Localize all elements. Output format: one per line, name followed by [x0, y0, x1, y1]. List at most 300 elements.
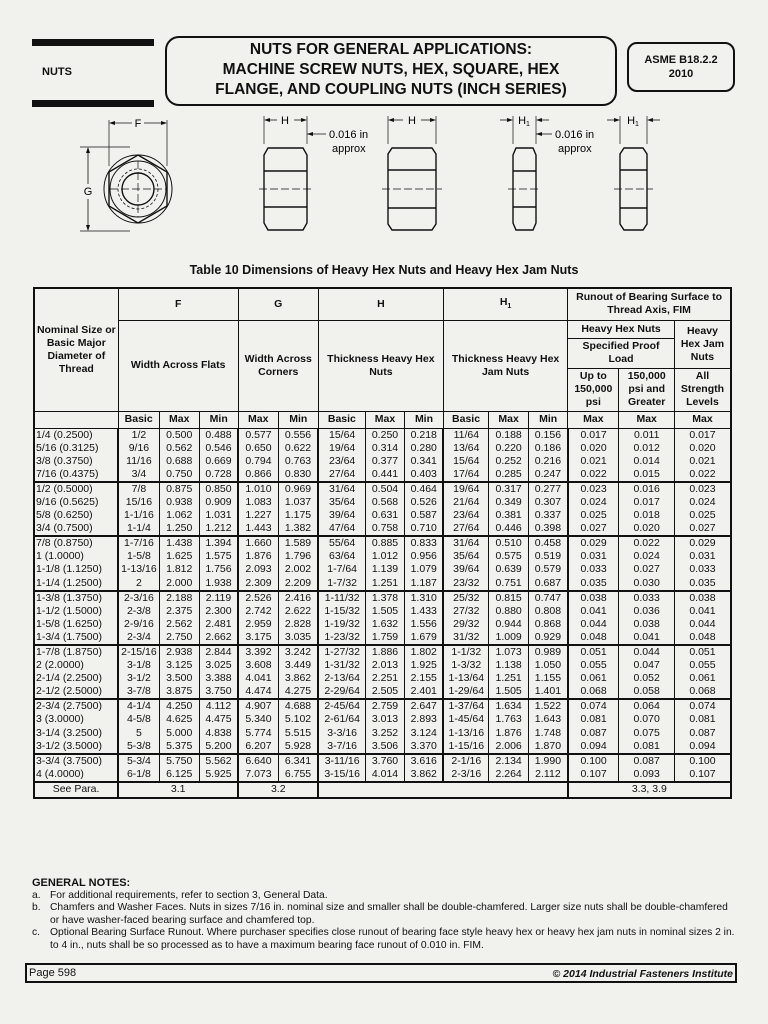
dimension-value: 6.755	[284, 767, 312, 780]
nominal-size-value: 2-1/4 (2.2500)	[36, 672, 102, 685]
dimension-value: 0.023	[689, 482, 716, 495]
table-cell	[238, 645, 278, 699]
dimension-value: 0.218	[410, 428, 437, 441]
see-para-runout: 3.3, 3.9	[568, 782, 731, 798]
dimension-value: 0.017	[689, 428, 716, 441]
standard-year: 2010	[668, 68, 694, 80]
dimension-value: 23/64	[328, 454, 356, 467]
dimension-value: 29/32	[453, 617, 480, 630]
table-cell	[278, 754, 318, 782]
dimension-value: 0.885	[371, 537, 399, 550]
dimension-value: 1.660	[245, 537, 272, 550]
table-cell	[159, 645, 199, 699]
dimension-value: 1.010	[245, 482, 272, 495]
dimension-value: 1.394	[205, 537, 232, 550]
table-cell	[318, 591, 365, 645]
dimension-value: 4.625	[166, 713, 193, 726]
dimension-value: 27/32	[453, 604, 480, 617]
dimension-value: 1.079	[410, 563, 437, 576]
dimension-value: 3.608	[245, 659, 272, 672]
table-cell	[278, 699, 318, 753]
table-cell	[238, 482, 278, 536]
dimension-value: 6.125	[166, 767, 193, 780]
chamfer-note-line-2: approx	[332, 143, 366, 155]
table-cell	[568, 591, 619, 645]
nominal-size-value: 1-3/4 (1.7500)	[36, 630, 102, 643]
dimension-value: 1.250	[166, 522, 193, 535]
dimension-value: 0.562	[166, 441, 193, 454]
dimension-value: 1-13/16	[121, 563, 157, 576]
header-runout-max-1: Max	[568, 411, 619, 428]
dimension-value: 0.025	[580, 509, 607, 522]
header-rule-top	[32, 39, 154, 46]
dimension-value: 1-27/32	[324, 646, 360, 658]
dimension-value: 4-5/8	[126, 713, 151, 726]
header-heavy-jam: Heavy Hex Jam Nuts	[674, 320, 731, 368]
nominal-size-value: 3-3/4 (3.7500)	[36, 754, 102, 767]
dimension-value: 4-1/4	[126, 700, 151, 713]
dimension-value: 0.058	[633, 685, 660, 698]
table-cell	[489, 754, 529, 782]
table-row-group	[34, 754, 731, 782]
table-cell	[489, 645, 529, 699]
nominal-size-value: 3 (3.0000)	[36, 713, 84, 726]
table-cell	[568, 699, 619, 753]
dimension-value: 2.006	[495, 739, 522, 752]
dimension-value: 0.070	[633, 713, 660, 726]
note-item	[32, 890, 738, 903]
dimension-value: 2-9/16	[124, 617, 154, 630]
table-cell	[159, 428, 199, 482]
dimension-value: 1-13/16	[448, 726, 485, 739]
dimension-value: 1.925	[410, 659, 437, 672]
dimension-value: 0.048	[689, 630, 716, 643]
dimension-value: 2.416	[284, 591, 312, 604]
dimension-value: 0.220	[495, 441, 522, 454]
table-cell	[619, 645, 674, 699]
dimension-value: 3.124	[410, 726, 437, 739]
table-cell	[404, 699, 443, 753]
dimension-value: 6.341	[284, 754, 312, 767]
dimension-value: 0.866	[245, 467, 272, 480]
dimension-value: 1.589	[284, 537, 312, 550]
dimension-value: 0.087	[633, 754, 660, 767]
table-cell	[318, 536, 365, 590]
dimension-value: 0.938	[166, 495, 193, 508]
dimension-value: 0.763	[284, 454, 312, 467]
dimension-value: 2-15/16	[121, 646, 157, 658]
table-cell	[118, 754, 159, 782]
nominal-size-value: 1-7/8 (1.8750)	[36, 646, 102, 658]
dimension-value: 0.650	[245, 441, 272, 454]
dimension-value: 1.050	[534, 659, 562, 672]
dimension-value: 0.036	[633, 604, 660, 617]
header-150k-greater: 150,000 psi and Greater	[619, 368, 674, 411]
dimension-value: 47/64	[328, 522, 356, 535]
dimension-value: 0.038	[580, 591, 607, 604]
dimension-value: 1.083	[245, 495, 272, 508]
dimension-value: 1.759	[371, 630, 399, 643]
dimension-value: 0.349	[495, 495, 522, 508]
dimension-value: 0.033	[689, 563, 716, 576]
header-g-min: Min	[278, 411, 318, 428]
dimension-value: 0.622	[284, 441, 312, 454]
dimension-value: 1.870	[534, 739, 562, 752]
table-cell	[674, 591, 731, 645]
dimension-value: 39/64	[453, 563, 480, 576]
dimension-value: 0.023	[580, 482, 607, 495]
dimension-value: 1-7/64	[327, 563, 358, 576]
dimension-value: 0.027	[580, 522, 607, 535]
dimension-value: 3.013	[371, 713, 399, 726]
dimension-value: 35/64	[328, 495, 356, 508]
dimension-value: 0.093	[633, 767, 660, 780]
dimension-value: 2.526	[245, 591, 272, 604]
table-cell	[529, 699, 568, 753]
dimension-value: 0.024	[689, 495, 716, 508]
dimension-value: 1.031	[205, 509, 232, 522]
dimension-value: 1/2	[131, 428, 147, 441]
table-cell	[674, 536, 731, 590]
table-cell	[278, 591, 318, 645]
table-row-group	[34, 699, 731, 753]
dimension-value: 1.505	[495, 685, 522, 698]
header-proof-load: Specified Proof Load	[568, 338, 675, 368]
dimension-value: 2	[136, 576, 142, 589]
dimension-value: 0.577	[245, 428, 272, 441]
nominal-size-value: 9/16 (0.5625)	[36, 495, 99, 508]
dimension-value: 0.250	[371, 428, 399, 441]
nominal-size-value: 3/8 (0.3750)	[36, 454, 93, 467]
dimension-value: 1.556	[410, 617, 437, 630]
dimension-value: 4.275	[284, 685, 312, 698]
dimension-value: 0.277	[534, 482, 562, 495]
dimension-value: 0.038	[689, 591, 716, 604]
dimension-value: 2.264	[495, 767, 522, 780]
dimension-value: 3.370	[410, 739, 437, 752]
dimension-value: 31/64	[328, 482, 356, 495]
dimension-value: 4.112	[205, 700, 232, 713]
table-cell	[404, 482, 443, 536]
table-title: Table 10 Dimensions of Heavy Hex Nuts and Heavy Hex Jam Nuts	[189, 263, 579, 277]
dimension-value: 1.012	[371, 550, 399, 563]
dimension-value: 3-1/8	[126, 659, 151, 672]
notes-heading: GENERAL NOTES:	[32, 877, 131, 889]
note-key: a.	[32, 889, 41, 901]
dimension-value: 1-15/32	[324, 604, 360, 617]
dimension-value: 1.227	[245, 509, 272, 522]
header-h: H	[318, 288, 443, 320]
table-cell	[365, 645, 404, 699]
page-number: Page 598	[29, 967, 77, 979]
dimension-value: 4.907	[245, 700, 272, 713]
dimension-value: 5.340	[245, 713, 272, 726]
header-all-strength: All Strength Levels	[674, 368, 731, 411]
table-cell	[365, 591, 404, 645]
dimension-value: 1-5/8	[126, 550, 151, 563]
dimension-value: 2.251	[371, 672, 399, 685]
dimension-value: 2.742	[245, 604, 272, 617]
dimension-value: 0.944	[495, 617, 522, 630]
dimension-value: 1-1/32	[451, 646, 482, 658]
dimension-value: 0.047	[633, 659, 660, 672]
table-row-group	[34, 428, 731, 482]
dimension-value: 0.880	[495, 604, 522, 617]
dimension-value: 19/64	[328, 441, 356, 454]
dimension-value: 1-15/16	[448, 739, 485, 752]
table-cell	[529, 645, 568, 699]
dimension-value: 0.055	[689, 659, 716, 672]
table-row-group	[34, 645, 731, 699]
dimension-value: 11/64	[453, 428, 480, 441]
header-h-max: Max	[365, 411, 404, 428]
header-h-min: Min	[404, 411, 443, 428]
dimension-value: 0.031	[580, 550, 607, 563]
dimension-value: 0.156	[534, 428, 562, 441]
dimension-value: 2-1/16	[451, 754, 482, 767]
dimension-value: 0.011	[633, 428, 660, 441]
dimension-value: 3-15/16	[324, 767, 360, 780]
dimension-value: 63/64	[328, 550, 356, 563]
table-cell	[529, 754, 568, 782]
table-cell	[404, 591, 443, 645]
table-cell	[278, 482, 318, 536]
dimension-value: 0.710	[410, 522, 437, 535]
dimension-value: 0.035	[689, 576, 716, 589]
nominal-size-value: 1-1/8 (1.1250)	[36, 563, 102, 576]
dimension-value: 0.020	[633, 522, 660, 535]
dimension-value: 2-3/16	[451, 767, 482, 780]
dimension-value: 0.285	[495, 467, 522, 480]
dimension-value: 0.794	[245, 454, 272, 467]
dimension-value: 0.048	[580, 630, 607, 643]
dimension-value: 0.081	[633, 739, 660, 752]
chamfer-note-line-1: 0.016 in	[555, 129, 595, 141]
dimension-value: 0.833	[410, 537, 437, 550]
table-cell	[199, 645, 238, 699]
dimension-value: 1.037	[284, 495, 312, 508]
dimension-value: 3/4	[131, 467, 147, 480]
dimension-value: 0.107	[580, 767, 607, 780]
dimension-value: 2.647	[410, 700, 437, 713]
dimension-value: 4.475	[205, 713, 232, 726]
header-f: F	[118, 288, 238, 320]
dimension-value: 0.510	[495, 537, 522, 550]
dimension-value: 0.024	[580, 495, 607, 508]
standard-badge	[627, 42, 735, 92]
dimension-value: 0.033	[633, 591, 660, 604]
dimension-value: 6.640	[245, 754, 272, 767]
dimension-value: 0.038	[633, 617, 660, 630]
table-cell	[199, 754, 238, 782]
dimension-value: 3-3/16	[327, 726, 358, 739]
dimension-value: 2.662	[205, 630, 232, 643]
dimension-value: 0.021	[689, 454, 716, 467]
dimension-value: 0.639	[495, 563, 522, 576]
dimension-value: 5.000	[166, 726, 193, 739]
dimension-value: 3.175	[245, 630, 272, 643]
dimension-value: 0.500	[166, 428, 193, 441]
table-cell	[619, 536, 674, 590]
dimension-value: 0.094	[689, 739, 716, 752]
table-cell	[489, 699, 529, 753]
dim-label-h: H	[281, 114, 289, 127]
dimension-value: 2-3/4	[126, 630, 151, 643]
note-key: c.	[32, 927, 41, 938]
table-cell	[674, 428, 731, 482]
table-cell	[489, 428, 529, 482]
dimension-value: 0.018	[633, 509, 660, 522]
dimension-value: 0.022	[633, 537, 660, 550]
table-cell	[118, 536, 159, 590]
table-cell	[443, 699, 488, 753]
dimension-value: 0.033	[580, 563, 607, 576]
dimension-value: 2.759	[371, 700, 399, 713]
dimension-value: 3.252	[371, 726, 399, 739]
dimension-value: 0.381	[495, 509, 522, 522]
table-cell	[118, 428, 159, 482]
dimension-value: 0.020	[580, 441, 607, 454]
dimension-value: 0.041	[689, 604, 716, 617]
nominal-size-value: 2 (2.0000)	[36, 659, 84, 672]
dimension-value: 1.505	[371, 604, 399, 617]
table-cell	[278, 428, 318, 482]
table-row-group	[34, 536, 731, 590]
dimension-value: 1.802	[410, 646, 437, 658]
note-text: Chamfers and Washer Faces. Nuts in sizes 7/16 in. nominal size and smaller shall be double-chamfered. Larger size nuts shall be double-chamfered or have washer-faced bearing surface and chamfered top.	[50, 902, 728, 926]
dimension-value: 0.314	[371, 441, 399, 454]
dimension-value: 1-13/64	[448, 672, 485, 685]
table-cell	[34, 754, 118, 782]
table-cell	[568, 754, 619, 782]
table-cell	[199, 699, 238, 753]
page-footer	[25, 963, 737, 983]
table-cell	[619, 482, 674, 536]
table-cell	[159, 482, 199, 536]
dimension-value: 0.087	[580, 726, 607, 739]
table-cell	[568, 428, 619, 482]
dimension-value: 1.009	[495, 630, 522, 643]
table-cell	[238, 591, 278, 645]
dimension-value: 6-1/8	[126, 767, 151, 780]
table-cell	[159, 536, 199, 590]
dimension-value: 0.044	[689, 617, 716, 630]
table-cell	[34, 699, 118, 753]
table-row-group	[34, 482, 731, 536]
header-h1-min: Min	[529, 411, 568, 428]
dimension-value: 0.579	[534, 563, 562, 576]
dimension-value: 1.378	[371, 591, 399, 604]
dimension-value: 0.025	[689, 509, 716, 522]
table-cell	[238, 699, 278, 753]
table-cell	[489, 536, 529, 590]
dim-label-g: G	[83, 185, 93, 198]
dimension-value: 4.688	[284, 700, 312, 713]
header-h1-desc: Thickness Heavy Hex Jam Nuts	[443, 320, 567, 411]
table-cell	[238, 428, 278, 482]
dimension-value: 1-45/64	[448, 713, 485, 726]
dimension-value: 0.020	[689, 441, 716, 454]
dimension-value: 15/64	[328, 428, 356, 441]
dimension-value: 1.796	[284, 550, 312, 563]
dimension-value: 2.309	[245, 576, 272, 589]
dimension-value: 0.830	[284, 467, 312, 480]
dimension-value: 1.310	[410, 591, 437, 604]
dimension-value: 0.341	[410, 454, 437, 467]
dimension-value: 2.959	[245, 617, 272, 630]
table-cell	[489, 591, 529, 645]
table-cell	[529, 482, 568, 536]
dimension-value: 1.212	[205, 522, 232, 535]
dimension-value: 0.568	[371, 495, 399, 508]
dimension-value: 0.061	[580, 672, 607, 685]
dimension-value: 0.909	[205, 495, 232, 508]
header-runout-max-2: Max	[619, 411, 674, 428]
dimension-value: 3-7/16	[327, 739, 358, 752]
note-text: For additional requirements, refer to section 3, General Data.	[50, 889, 328, 901]
dimension-value: 0.808	[534, 604, 562, 617]
dimension-value: 0.587	[410, 509, 437, 522]
dimension-value: 1.062	[166, 509, 193, 522]
table-cell	[404, 428, 443, 482]
dimension-value: 7/8	[131, 482, 147, 495]
dimension-value: 1.251	[495, 672, 522, 685]
nominal-size-value: 3-1/2 (3.5000)	[36, 739, 102, 752]
dimension-value: 1.812	[166, 563, 193, 576]
table-cell	[318, 482, 365, 536]
dimension-value: 0.087	[689, 726, 716, 739]
dimension-value: 1-1/4	[126, 522, 151, 535]
dimension-value: 0.546	[205, 441, 232, 454]
table-row-group	[34, 591, 731, 645]
dimension-value: 0.094	[580, 739, 607, 752]
table-cell	[118, 645, 159, 699]
dimension-value: 0.016	[633, 482, 660, 495]
dimension-value: 2.013	[371, 659, 399, 672]
header-h1-max: Max	[489, 411, 529, 428]
dimension-value: 0.815	[495, 591, 522, 604]
dimension-value: 27/64	[453, 522, 480, 535]
table-cell	[619, 699, 674, 753]
table-cell	[34, 536, 118, 590]
table-cell	[118, 699, 159, 753]
dimension-value: 1-37/64	[448, 700, 485, 713]
page-title	[165, 36, 617, 106]
dimension-value: 0.029	[689, 537, 716, 550]
table-cell	[278, 645, 318, 699]
dimension-value: 1.443	[245, 522, 272, 535]
dimension-value: 0.027	[689, 522, 716, 535]
header-h1-basic: Basic	[443, 411, 488, 428]
dimension-value: 1.748	[534, 726, 562, 739]
dimension-value: 39/64	[328, 509, 356, 522]
dimension-value: 0.519	[534, 550, 562, 563]
note-text: Optional Bearing Surface Runout. Where purchaser specifies close runout of bearing face style heavy hex or heavy hex jam nuts in nominal sizes 2 in. to 4 in., nuts shall be so processed as to have a maximum bearing face runout of 0.010 in. FIM.	[50, 927, 735, 951]
dim-label-h1	[627, 115, 639, 128]
nominal-size-value: 5/16 (0.3125)	[36, 441, 99, 454]
header-g-desc: Width Across Corners	[238, 320, 318, 411]
dimension-value: 4.041	[245, 672, 272, 685]
dimension-value: 0.051	[580, 646, 607, 658]
header-runout-max-3: Max	[674, 411, 731, 428]
dimension-value: 1.187	[410, 576, 437, 589]
dimension-value: 0.216	[534, 454, 562, 467]
dimension-value: 0.041	[580, 604, 607, 617]
note-item	[32, 927, 738, 952]
dimension-value: 2.750	[166, 630, 193, 643]
dimension-value: 0.186	[534, 441, 562, 454]
dimension-value: 0.081	[689, 713, 716, 726]
